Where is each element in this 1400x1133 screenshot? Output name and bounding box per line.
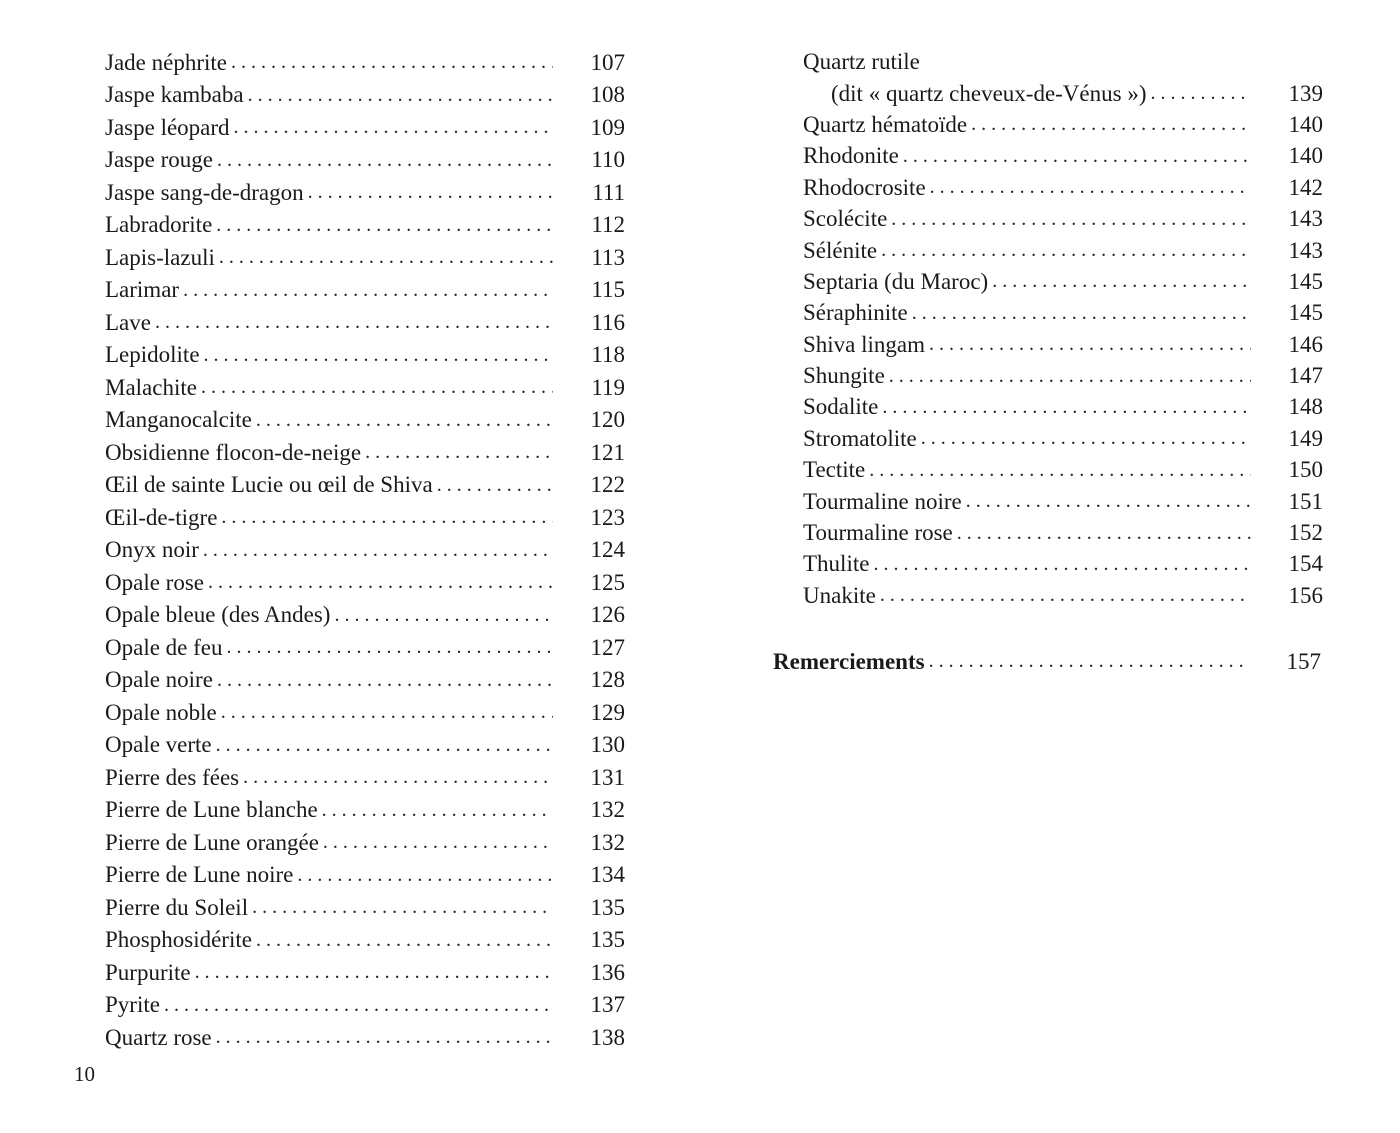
toc-leader-dots	[881, 240, 1251, 260]
toc-entry-page: 107	[590, 49, 625, 75]
toc-entry	[105, 989, 625, 1022]
toc-leader-dots	[208, 572, 553, 592]
toc-entry-label: Septaria (du Maroc)	[803, 270, 992, 293]
toc-entry-page: 131	[590, 764, 625, 790]
toc-entry-label: Séraphinite	[803, 301, 912, 324]
toc-entry-page: 148	[1288, 394, 1323, 420]
toc-entry	[803, 391, 1323, 422]
toc-leader-dots	[155, 312, 553, 332]
toc-leader-dots	[308, 182, 553, 202]
toc-entry	[803, 329, 1323, 360]
toc-entry-label: Shiva lingam	[803, 333, 929, 356]
toc-leader-dots	[252, 897, 553, 917]
toc-entry-page: 113	[591, 244, 625, 270]
toc-leader-dots	[437, 475, 553, 495]
toc-entry-page: 151	[1288, 488, 1323, 514]
toc-entry-label: Larimar	[105, 278, 183, 301]
toc-entry-page: 157	[1286, 648, 1321, 674]
toc-entry	[105, 176, 625, 209]
toc-entry-label: (dit « quartz cheveux-de-Vénus »)	[831, 82, 1151, 105]
toc-entry	[105, 209, 625, 242]
toc-entry-label: Opale noire	[105, 668, 217, 691]
toc-entry	[105, 1021, 625, 1054]
toc-entry-label: Unakite	[803, 584, 880, 607]
toc-leader-dots	[183, 280, 553, 300]
toc-entry-page: 115	[591, 277, 625, 303]
toc-leader-dots	[217, 150, 553, 170]
toc-entry-page: 116	[591, 309, 625, 335]
toc-entry-label: Pierre des fées	[105, 766, 243, 789]
toc-entry	[803, 172, 1323, 203]
toc-leader-dots	[992, 271, 1251, 291]
toc-entry-label: Œil de sainte Lucie ou œil de Shiva	[105, 473, 437, 496]
toc-entry-label: Obsidienne flocon-de-neige	[105, 441, 365, 464]
toc-entry	[105, 46, 625, 79]
toc-entry-page: 143	[1288, 206, 1323, 232]
toc-leader-dots	[921, 428, 1251, 448]
toc-entry-quartz-rutile-title	[803, 46, 1323, 77]
toc-entry-label: Pierre de Lune orangée	[105, 831, 323, 854]
toc-entry	[105, 339, 625, 372]
toc-entry-page: 118	[591, 342, 625, 368]
toc-entry-page: 150	[1288, 457, 1323, 483]
toc-leader-dots	[203, 540, 553, 560]
toc-leader-dots	[234, 117, 553, 137]
toc-entry-label: Shungite	[803, 364, 889, 387]
toc-entry-page: 149	[1288, 425, 1323, 451]
toc-entry	[803, 109, 1323, 140]
toc-entry-label: Pierre du Soleil	[105, 896, 252, 919]
toc-leader-dots	[217, 670, 553, 690]
toc-entry-label: Rhodonite	[803, 144, 903, 167]
toc-entry-page: 122	[590, 472, 625, 498]
toc-entry	[105, 924, 625, 957]
toc-entry	[105, 501, 625, 534]
toc-leader-dots	[869, 460, 1251, 480]
toc-entry-label: Phosphosidérite	[105, 928, 256, 951]
toc-leader-dots	[903, 146, 1251, 166]
toc-entry-page: 156	[1288, 582, 1323, 608]
toc-entry-label: Jaspe sang-de-dragon	[105, 181, 308, 204]
toc-entry	[803, 203, 1323, 234]
toc-entry	[105, 566, 625, 599]
toc-entry-label: Rhodocrosite	[803, 176, 930, 199]
toc-entry	[803, 517, 1323, 548]
toc-leader-dots	[231, 52, 553, 72]
toc-entry-quartz-rutile	[803, 77, 1323, 108]
toc-entry-label: Tourmaline rose	[803, 521, 957, 544]
toc-entry	[105, 79, 625, 112]
toc-entry-label: Sodalite	[803, 395, 882, 418]
toc-left-list	[105, 46, 625, 1054]
toc-leader-dots	[966, 491, 1251, 511]
toc-entry-page: 119	[591, 374, 625, 400]
toc-entry	[105, 794, 625, 827]
toc-leader-dots	[882, 397, 1251, 417]
toc-entry	[803, 580, 1323, 611]
toc-entry-page: 129	[590, 699, 625, 725]
toc-entry-label: Opale rose	[105, 571, 208, 594]
toc-entry-label: Labradorite	[105, 213, 216, 236]
toc-entry-page: 132	[590, 829, 625, 855]
toc-entry-label: Stromatolite	[803, 427, 921, 450]
toc-leader-dots	[221, 702, 553, 722]
toc-leader-dots	[880, 585, 1251, 605]
toc-entry	[105, 859, 625, 892]
toc-entry	[803, 234, 1323, 265]
toc-entry	[105, 956, 625, 989]
toc-entry-label: Malachite	[105, 376, 201, 399]
toc-entry-label: Jaspe léopard	[105, 116, 234, 139]
toc-entry-label: Pierre de Lune noire	[105, 863, 297, 886]
toc-entry-page: 146	[1288, 331, 1323, 357]
toc-entry	[105, 761, 625, 794]
toc-entry-label: Thulite	[803, 552, 873, 575]
toc-entry-page: 132	[590, 797, 625, 823]
toc-entry	[803, 454, 1323, 485]
toc-entry-page: 135	[590, 894, 625, 920]
toc-entry-label: Tectite	[803, 458, 869, 481]
toc-entry-label: Quartz hématoïde	[803, 113, 971, 136]
toc-leader-dots	[297, 865, 553, 885]
toc-leader-dots	[889, 366, 1251, 386]
toc-entry-label: Pierre de Lune blanche	[105, 798, 322, 821]
toc-entry-label: Opale de feu	[105, 636, 227, 659]
toc-leader-dots	[221, 507, 553, 527]
toc-entry-label: Lave	[105, 311, 155, 334]
toc-entry	[105, 469, 625, 502]
toc-leader-dots	[248, 85, 553, 105]
toc-entry-page: 111	[592, 179, 625, 205]
toc-leader-dots	[256, 930, 553, 950]
toc-entry-page: 138	[590, 1024, 625, 1050]
toc-entry	[105, 891, 625, 924]
toc-entry-label: Manganocalcite	[105, 408, 256, 431]
toc-entry	[105, 599, 625, 632]
toc-entry-label: Lepidolite	[105, 343, 204, 366]
toc-leader-dots	[334, 605, 553, 625]
toc-entry-page: 140	[1288, 111, 1323, 137]
toc-leader-dots	[201, 377, 553, 397]
toc-entry-label: Pyrite	[105, 993, 164, 1016]
toc-entry-page: 128	[590, 667, 625, 693]
toc-entry	[803, 548, 1323, 579]
toc-entry-label: Opale bleue (des Andes)	[105, 603, 334, 626]
toc-entry	[803, 297, 1323, 328]
toc-entry	[803, 266, 1323, 297]
toc-entry-page: 110	[591, 147, 625, 173]
toc-entry-page: 142	[1288, 174, 1323, 200]
toc-entry-label: Opale noble	[105, 701, 221, 724]
toc-leader-dots	[204, 345, 553, 365]
toc-right-column	[803, 46, 1323, 611]
toc-entry-label: Scolécite	[803, 207, 891, 230]
toc-entry-page: 152	[1288, 520, 1323, 546]
toc-entry	[105, 826, 625, 859]
toc-entry-page: 125	[590, 569, 625, 595]
toc-right-list	[803, 46, 1323, 611]
toc-entry-label: Jade néphrite	[105, 51, 231, 74]
toc-entry	[105, 534, 625, 567]
toc-entry	[105, 241, 625, 274]
toc-entry	[105, 696, 625, 729]
toc-entry-label: Opale verte	[105, 733, 216, 756]
toc-leader-dots	[1151, 83, 1252, 103]
toc-leader-dots	[216, 735, 553, 755]
toc-entry	[105, 306, 625, 339]
toc-leader-dots	[216, 1027, 553, 1047]
toc-entry	[803, 360, 1323, 391]
toc-entry-page: 147	[1288, 363, 1323, 389]
toc-entry-page: 139	[1288, 80, 1323, 106]
toc-entry	[105, 436, 625, 469]
toc-entry-page: 143	[1288, 237, 1323, 263]
toc-entry-page: 120	[590, 407, 625, 433]
toc-entry	[803, 423, 1323, 454]
toc-leader-dots	[891, 209, 1251, 229]
toc-entry-label: Quartz rose	[105, 1026, 216, 1049]
toc-leader-dots	[219, 247, 553, 267]
toc-leader-dots	[912, 303, 1251, 323]
page-number: 10	[74, 1062, 95, 1086]
toc-leader-dots	[195, 962, 553, 982]
toc-entry	[105, 371, 625, 404]
toc-entry-label: Jaspe rouge	[105, 148, 217, 171]
toc-entry-acknowledgements	[773, 645, 1321, 677]
toc-entry-page: 135	[590, 927, 625, 953]
toc-leader-dots	[164, 995, 553, 1015]
toc-entry-label: Jaspe kambaba	[105, 83, 248, 106]
toc-entry-page: 124	[590, 537, 625, 563]
toc-entry-page: 109	[590, 114, 625, 140]
toc-left-column	[105, 46, 625, 1054]
toc-entry-page: 127	[590, 634, 625, 660]
toc-entry-page: 145	[1288, 268, 1323, 294]
toc-entry-page: 130	[590, 732, 625, 758]
toc-leader-dots	[929, 334, 1251, 354]
toc-entry-label: Purpurite	[105, 961, 195, 984]
toc-entry-page: 136	[590, 959, 625, 985]
toc-entry-page: 140	[1288, 143, 1323, 169]
toc-entry	[105, 274, 625, 307]
toc-entry-label: Remerciements	[773, 650, 929, 673]
toc-entry-page: 126	[590, 602, 625, 628]
toc-leader-dots	[216, 215, 553, 235]
toc-entry-label: Lapis-lazuli	[105, 246, 219, 269]
toc-entry-page: 145	[1288, 300, 1323, 326]
toc-entry	[803, 485, 1323, 516]
toc-leader-dots	[930, 177, 1251, 197]
toc-entry	[105, 664, 625, 697]
toc-leader-dots	[227, 637, 554, 657]
toc-entry-label: Œil-de-tigre	[105, 506, 221, 529]
toc-entry	[105, 404, 625, 437]
toc-entry	[803, 140, 1323, 171]
toc-leader-dots	[323, 832, 553, 852]
toc-leader-dots	[365, 442, 553, 462]
toc-entry-label: Tourmaline noire	[803, 490, 966, 513]
toc-leader-dots	[322, 800, 553, 820]
toc-entry-page: 123	[590, 504, 625, 530]
toc-entry-page: 121	[590, 439, 625, 465]
toc-entry	[105, 729, 625, 762]
toc-leader-dots	[243, 767, 553, 787]
toc-entry	[105, 631, 625, 664]
toc-entry-page: 108	[590, 82, 625, 108]
toc-leader-dots	[256, 410, 553, 430]
toc-leader-dots	[971, 114, 1251, 134]
toc-entry-page: 154	[1288, 551, 1323, 577]
toc-entry	[105, 111, 625, 144]
toc-entry-label: Sélénite	[803, 239, 881, 262]
toc-entry-page: 134	[590, 862, 625, 888]
toc-leader-dots	[929, 651, 1249, 671]
toc-entry-page: 112	[591, 212, 625, 238]
toc-entry	[105, 144, 625, 177]
toc-entry-page: 137	[590, 992, 625, 1018]
toc-entry-label: Onyx noir	[105, 538, 203, 561]
toc-leader-dots	[957, 523, 1251, 543]
toc-entry-label: Quartz rutile	[803, 49, 920, 75]
toc-leader-dots	[873, 554, 1251, 574]
